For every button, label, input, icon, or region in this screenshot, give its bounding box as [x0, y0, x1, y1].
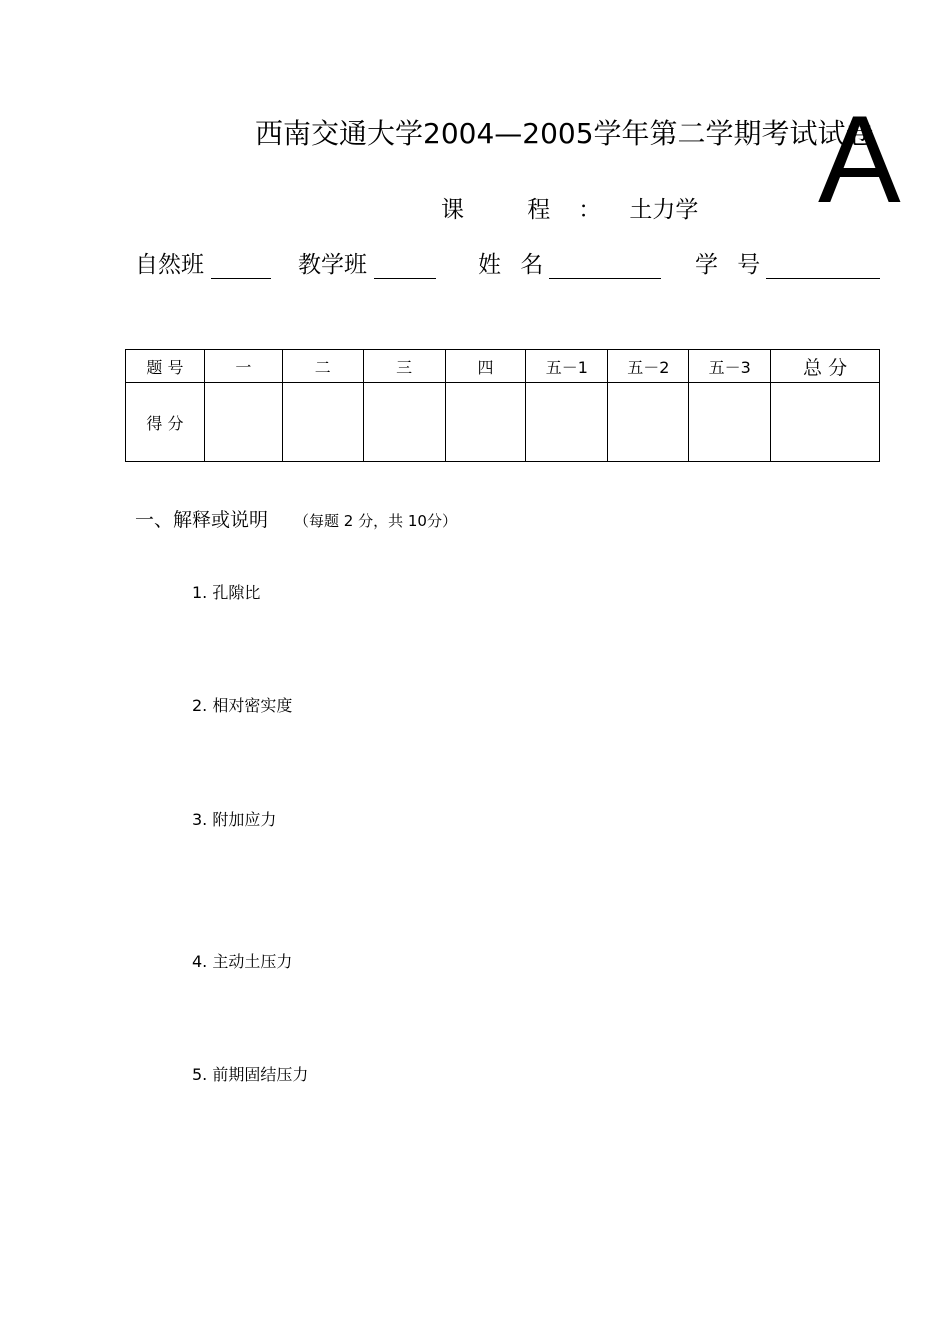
question-item	[192, 1062, 308, 1085]
header-cell: 四	[445, 350, 526, 383]
question-number: 2.	[192, 696, 208, 715]
student-id-label: 学 号	[695, 252, 767, 278]
student-id-field	[695, 246, 880, 279]
question-number: 5.	[192, 1065, 208, 1084]
header-cell: 一	[204, 350, 282, 383]
score-cell[interactable]	[445, 383, 526, 462]
exam-title: 西南交通大学2004—2005学年第二学期考试试卷	[255, 117, 874, 150]
question-item	[192, 693, 292, 716]
score-cell[interactable]	[689, 383, 771, 462]
score-table	[125, 349, 880, 462]
score-cell[interactable]	[204, 383, 282, 462]
question-text: 主动土压力	[212, 952, 293, 971]
student-id-blank[interactable]	[766, 252, 880, 279]
question-number: 1.	[192, 583, 208, 602]
class-teaching-field	[298, 246, 436, 279]
question-item	[192, 807, 276, 830]
score-cell[interactable]	[608, 383, 689, 462]
header-cell: 三	[363, 350, 445, 383]
header-cell: 五－2	[608, 350, 689, 383]
question-number: 4.	[192, 952, 208, 971]
course-name: 土力学	[629, 197, 699, 223]
score-cell[interactable]	[282, 383, 363, 462]
section-one-heading	[135, 505, 457, 532]
question-item	[192, 580, 260, 603]
name-label: 姓 名	[478, 252, 550, 278]
name-blank[interactable]	[549, 252, 661, 279]
score-table-header-row	[126, 350, 880, 383]
course-label: 课 程：	[441, 197, 630, 223]
question-text: 孔隙比	[212, 583, 261, 602]
class-teaching-blank[interactable]	[374, 252, 436, 279]
section-one-note: （每题 2 分，共 10分）	[294, 512, 457, 530]
question-item	[192, 949, 292, 972]
score-cell-total[interactable]	[771, 383, 880, 462]
question-text: 附加应力	[212, 810, 277, 829]
section-one-title: 一、解释或说明	[135, 509, 269, 531]
score-cell[interactable]	[526, 383, 608, 462]
score-cell[interactable]	[363, 383, 445, 462]
question-number: 3.	[192, 810, 208, 829]
course-line	[441, 191, 698, 224]
header-cell-total: 总 分	[771, 350, 880, 383]
header-cell: 五－3	[689, 350, 771, 383]
question-text: 前期固结压力	[212, 1065, 309, 1084]
class-natural-field	[135, 246, 271, 279]
class-natural-blank[interactable]	[211, 252, 271, 279]
exam-version-letter: A	[818, 91, 901, 229]
score-row-label: 得 分	[126, 383, 205, 462]
name-field	[478, 246, 661, 279]
question-text: 相对密实度	[212, 696, 293, 715]
header-cell: 二	[282, 350, 363, 383]
header-cell: 题 号	[126, 350, 205, 383]
class-natural-label: 自然班	[135, 252, 204, 278]
score-table-score-row	[126, 383, 880, 462]
header-cell: 五－1	[526, 350, 608, 383]
class-teaching-label: 教学班	[298, 252, 367, 278]
